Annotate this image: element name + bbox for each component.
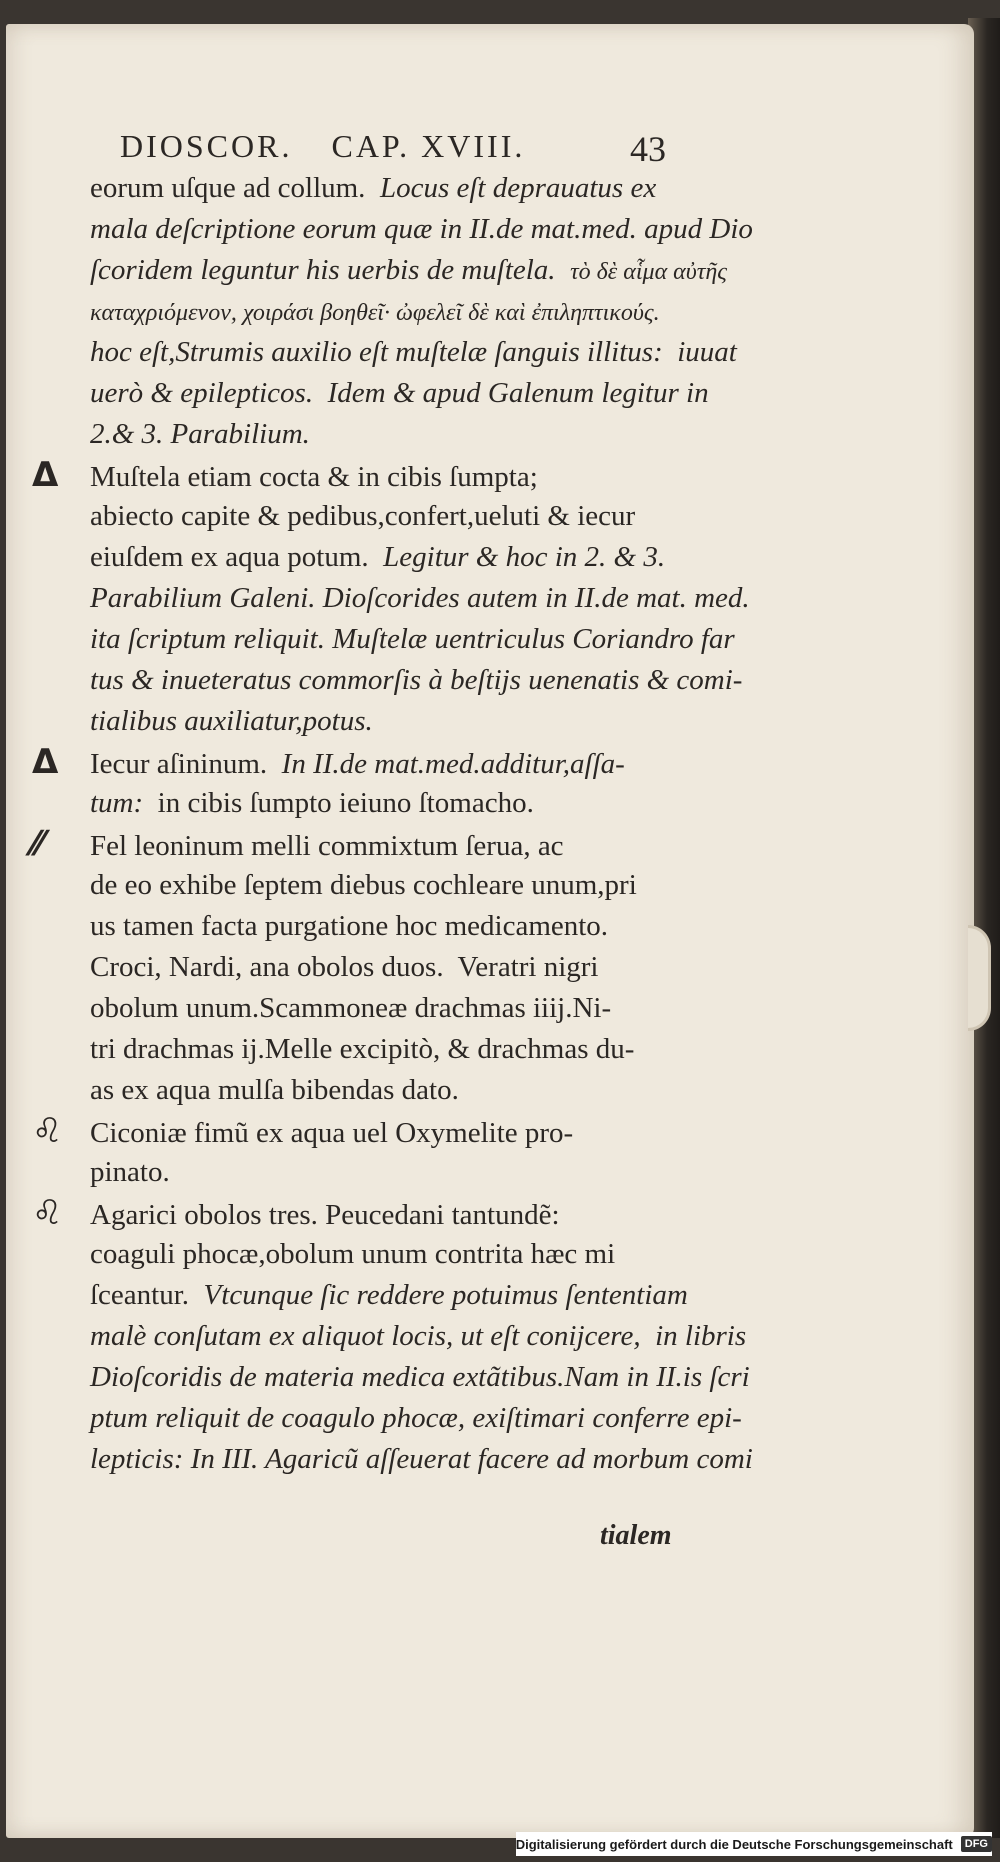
- catchword: tialem: [600, 1520, 672, 1551]
- text-line: [32, 1398, 742, 1439]
- roman-text: Iecur aſininum.: [90, 748, 282, 780]
- italic-commentary: hoc eſt,Strumis auxilio eſt muſtelæ ſanguis illitus: iuuat: [90, 336, 737, 368]
- text-line: [32, 373, 732, 414]
- text-line: [32, 947, 732, 988]
- dfg-logo: DFG: [961, 1836, 992, 1852]
- italic-commentary: uerò & epilepticos. Idem & apud Galenum legitur in: [90, 377, 709, 409]
- roman-text: eorum uſque ad collum.: [90, 172, 380, 204]
- page-number: 43: [630, 129, 666, 169]
- text-line: [32, 332, 737, 373]
- italic-commentary: Vtcunque ſic reddere potuimus ſententiam: [203, 1279, 688, 1311]
- running-title-chapter: CAP. XVIII.: [331, 128, 526, 164]
- body-text: [32, 168, 753, 1480]
- roman-text: us tamen facta purgatione hoc medicamento.: [90, 910, 609, 942]
- text-line: [32, 1152, 732, 1193]
- text-line: [32, 1111, 732, 1152]
- text-line: [32, 865, 732, 906]
- italic-commentary: ita ſcriptum reliquit. Muſtelæ uentriculus Coriandro far: [90, 623, 735, 655]
- roman-text: abiecto capite & pedibus,confert,ueluti & iecur: [90, 500, 636, 532]
- text-line: [32, 578, 750, 619]
- text-line: [32, 824, 732, 865]
- text-line: [32, 660, 743, 701]
- italic-commentary: tialibus auxiliatur,potus.: [90, 705, 373, 737]
- paragraph-mark-icon: ♌: [32, 1111, 63, 1151]
- text-line: [32, 537, 732, 578]
- italic-commentary: Parabilium Galeni. Dioſcorides autem in II.de mat. med.: [90, 582, 750, 614]
- text-line: [32, 496, 732, 537]
- text-line: [32, 1439, 753, 1480]
- roman-text: ſceantur.: [90, 1279, 204, 1311]
- footer-text: Digitalisierung gefördert durch die Deutsche Forschungsgemeinschaft: [515, 1836, 953, 1852]
- roman-text: as ex aqua mulſa bibendas dato.: [90, 1074, 459, 1106]
- running-title-author: DIOSCOR.: [120, 128, 293, 164]
- text-line: [32, 250, 732, 291]
- italic-commentary: Dioſcoridis de materia medica extãtibus.Nam in II.is ſcri: [90, 1361, 750, 1393]
- digitization-footer: [516, 1832, 992, 1856]
- text-line: [32, 1029, 732, 1070]
- italic-commentary: tus & inueteratus commorſis à beſtijs uenenatis & comi-: [90, 664, 743, 696]
- italic-commentary: In II.de mat.med.additur,aſſa-: [281, 748, 625, 780]
- italic-commentary: Legitur & hoc in 2. & 3.: [383, 541, 666, 573]
- roman-text: obolum unum.Scammoneæ drachmas iiij.Ni-: [90, 992, 612, 1024]
- text-line: [32, 1357, 750, 1398]
- text-line: [32, 414, 732, 455]
- italic-commentary: ptum reliquit de coagulo phocæ, exiſtimari conferre epi-: [90, 1402, 742, 1434]
- text-line: [32, 1193, 732, 1234]
- greek-quotation: καταχριόμενον, χοιράσι βοηθεῖ· ὠφελεῖ δὲ καὶ ἐπιληπτικούς.: [90, 300, 660, 326]
- paragraph-mark-icon: Δ: [32, 742, 59, 782]
- italic-commentary: ſcoridem leguntur his uerbis de muſtela.: [90, 254, 571, 286]
- roman-text: Muſtela etiam cocta & in cibis ſumpta;: [90, 461, 538, 493]
- text-line: [32, 1070, 732, 1111]
- text-line: [32, 988, 732, 1029]
- paragraph-mark-icon: ⁄⁄: [32, 824, 44, 864]
- greek-quotation: τὸ δὲ αἷμα αὐτῆς: [570, 259, 728, 285]
- italic-commentary: lepticis: In III. Agaricũ aſſeuerat facere ad morbum comi: [90, 1443, 753, 1475]
- text-line: [32, 168, 732, 209]
- text-line: [32, 1234, 732, 1275]
- roman-text: pinato.: [90, 1156, 170, 1188]
- text-line: [32, 209, 753, 250]
- text-line: [32, 1316, 747, 1357]
- text-line: [32, 742, 732, 783]
- paragraph-mark-icon: Δ: [32, 455, 59, 495]
- text-line: [32, 906, 732, 947]
- roman-text: coaguli phocæ,obolum unum contrita hæc mi: [90, 1238, 616, 1270]
- italic-commentary: Locus eſt deprauatus ex: [379, 172, 657, 204]
- roman-text: in cibis ſumpto ieiuno ſtomacho.: [157, 787, 534, 819]
- text-line: [32, 291, 732, 332]
- text-line: [32, 619, 735, 660]
- italic-commentary: mala deſcriptione eorum quæ in II.de mat.med. apud Dio: [90, 213, 753, 245]
- roman-text: Fel leoninum melli commixtum ſerua, ac: [90, 830, 564, 862]
- italic-commentary: 2.& 3. Parabilium.: [90, 418, 310, 450]
- text-line: [32, 701, 732, 742]
- italic-commentary: tum:: [90, 787, 158, 819]
- roman-text: eiuſdem ex aqua potum.: [90, 541, 384, 573]
- text-line: [32, 1275, 732, 1316]
- paragraph-mark-icon: ♌: [32, 1193, 63, 1233]
- roman-text: tri drachmas ij.Melle excipitò, & drachmas du-: [90, 1033, 635, 1065]
- text-line: [32, 455, 732, 496]
- roman-text: de eo exhibe ſeptem diebus cochleare unum,pri: [90, 869, 637, 901]
- text-line: [32, 783, 732, 824]
- page-edge-tab: [968, 925, 991, 1031]
- roman-text: Agarici obolos tres. Peucedani tantundẽ:: [90, 1199, 560, 1231]
- roman-text: Ciconiæ fimũ ex aqua uel Oxymelite pro-: [90, 1117, 574, 1149]
- italic-commentary: malè conſutam ex aliquot locis, ut eſt conijcere, in libris: [90, 1320, 747, 1352]
- roman-text: Croci, Nardi, ana obolos duos. Veratri nigri: [90, 951, 599, 983]
